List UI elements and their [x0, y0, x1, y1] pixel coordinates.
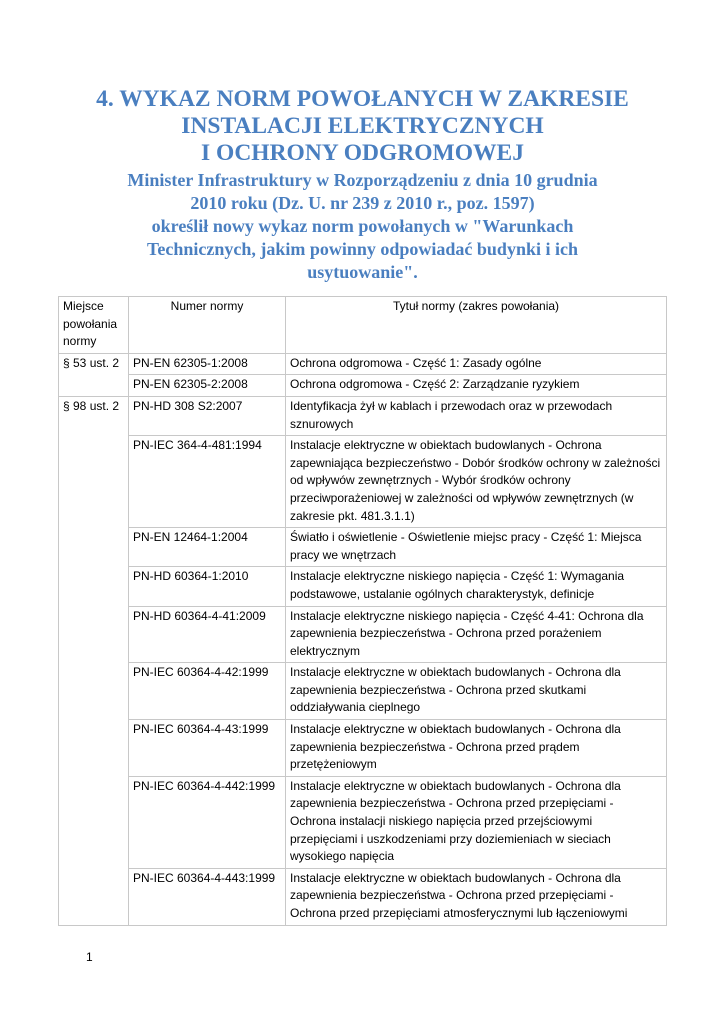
table-row: [59, 528, 667, 567]
norm-number-cell: PN-IEC 60364-4-43:1999: [129, 720, 286, 777]
norms-table: [58, 296, 667, 926]
norm-title-cell: Ochrona odgromowa - Część 1: Zasady ogólne: [286, 353, 667, 375]
subtitle-line: określił nowy wykaz norm powołanych w "Warunkach: [151, 216, 574, 236]
norm-number-cell: PN-EN 62305-1:2008: [129, 353, 286, 375]
subtitle-line: Technicznych, jakim powinny odpowiadać budynki i ich: [147, 239, 578, 259]
table-row: [59, 776, 667, 868]
table-row: [59, 663, 667, 720]
norm-number-cell: PN-EN 62305-2:2008: [129, 375, 286, 397]
norm-title-cell: Instalacje elektryczne w obiektach budowlanych - Ochrona zapewniająca bezpieczeństwo - Dobór środków ochrony w zależności od wpływów zewnętrznych - Wybór środków ochrony przeciwporażeniowej w zależności od wpływów zewnętrznych (w zakresie pkt. 481.3.1.1): [286, 436, 667, 528]
page-title-line: INSTALACJI ELEKTRYCZNYCH: [181, 113, 544, 139]
subtitle-line: usytuowanie".: [307, 262, 418, 282]
table-header-row: [59, 297, 667, 354]
norm-number-cell: PN-IEC 60364-4-42:1999: [129, 663, 286, 720]
norm-number-cell: PN-HD 308 S2:2007: [129, 396, 286, 435]
norm-number-cell: PN-IEC 364-4-481:1994: [129, 436, 286, 528]
norm-title-cell: Światło i oświetlenie - Oświetlenie miejsc pracy - Część 1: Miejsca pracy we wnętrzach: [286, 528, 667, 567]
page-number: 1: [86, 950, 93, 964]
table-row: [59, 436, 667, 528]
norm-title-cell: Instalacje elektryczne niskiego napięcia - Część 4-41: Ochrona dla zapewnienia bezpieczeństwa - Ochrona przed porażeniem elektrycznym: [286, 606, 667, 663]
norm-title-cell: Instalacje elektryczne w obiektach budowlanych - Ochrona dla zapewnienia bezpieczeństwa - Ochrona przed skutkami oddziaływania cieplnego: [286, 663, 667, 720]
norm-title-cell: Instalacje elektryczne niskiego napięcia - Część 1: Wymagania podstawowe, ustalanie ogólnych charakterystyk, definicje: [286, 567, 667, 606]
table-row: [59, 606, 667, 663]
place-cell: § 98 ust. 2: [59, 396, 129, 925]
table-row: [59, 720, 667, 777]
norm-title-cell: Instalacje elektryczne w obiektach budowlanych - Ochrona dla zapewnienia bezpieczeństwa - Ochrona przed przepięciami - Ochrona przed przepięciami atmosferycznymi lub łączeniowymi: [286, 868, 667, 925]
table-row: [59, 868, 667, 925]
header-place: Miejsce powołania normy: [59, 297, 129, 354]
table-row: [59, 353, 667, 375]
table-row: [59, 396, 667, 435]
norm-number-cell: PN-IEC 60364-4-442:1999: [129, 776, 286, 868]
header-number: Numer normy: [129, 297, 286, 354]
norm-number-cell: PN-EN 12464-1:2004: [129, 528, 286, 567]
heading-block: [60, 86, 665, 284]
norm-number-cell: PN-HD 60364-1:2010: [129, 567, 286, 606]
norm-number-cell: PN-HD 60364-4-41:2009: [129, 606, 286, 663]
page-title-line: 4. WYKAZ NORM POWOŁANYCH W ZAKRESIE: [96, 86, 629, 112]
subtitle-line: 2010 roku (Dz. U. nr 239 z 2010 r., poz. 1597): [190, 193, 535, 213]
header-title: Tytuł normy (zakres powołania): [286, 297, 667, 354]
place-cell: § 53 ust. 2: [59, 353, 129, 396]
page-title-line: I OCHRONY ODGROMOWEJ: [201, 140, 524, 166]
table-row: [59, 375, 667, 397]
norm-title-cell: Instalacje elektryczne w obiektach budowlanych - Ochrona dla zapewnienia bezpieczeństwa - Ochrona przed prądem przetężeniowym: [286, 720, 667, 777]
norm-title-cell: Identyfikacja żył w kablach i przewodach oraz w przewodach sznurowych: [286, 396, 667, 435]
norm-title-cell: Ochrona odgromowa - Część 2: Zarządzanie ryzykiem: [286, 375, 667, 397]
subtitle-line: Minister Infrastruktury w Rozporządzeniu z dnia 10 grudnia: [127, 170, 598, 190]
table-row: [59, 567, 667, 606]
norm-title-cell: Instalacje elektryczne w obiektach budowlanych - Ochrona dla zapewnienia bezpieczeństwa - Ochrona przed przepięciami - Ochrona instalacji niskiego napięcia przed przejściowymi przepięciami i uszkodzeniami przy doziemieniach w sieciach wysokiego napięcia: [286, 776, 667, 868]
norm-number-cell: PN-IEC 60364-4-443:1999: [129, 868, 286, 925]
